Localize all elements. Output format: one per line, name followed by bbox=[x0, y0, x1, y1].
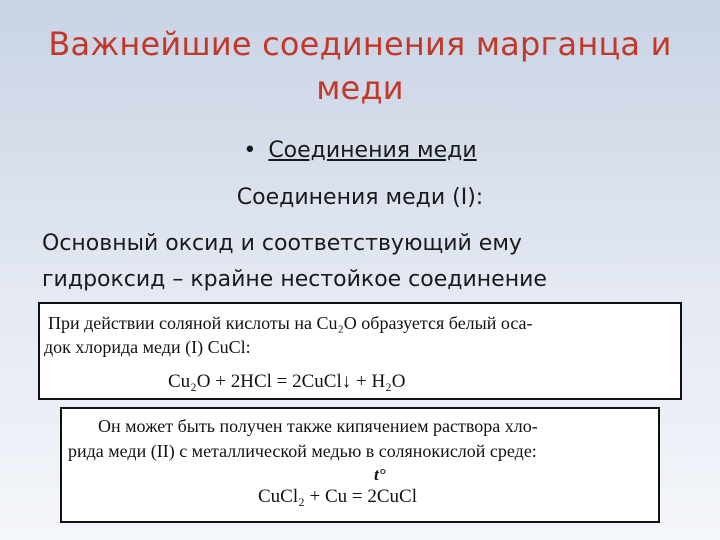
body-paragraph bbox=[42, 226, 702, 298]
subheading: Соединения меди (I): bbox=[236, 185, 484, 210]
excerpt-2-line-2: рида меди (II) с металлической медью в солянокислой среде: bbox=[68, 441, 537, 461]
body-line-2: гидроксид – крайне нестойкое соединение bbox=[42, 267, 547, 292]
title-line-1: Важнейшие соединения марганца и bbox=[48, 25, 672, 63]
title-line-2: меди bbox=[316, 69, 404, 107]
body-line-1: Основный оксид и соответствующий ему bbox=[42, 231, 522, 256]
reaction-equation-2: CuCl₂ + Cu = 2CuCl bbox=[258, 486, 417, 507]
bullet-item bbox=[0, 134, 720, 168]
textbook-excerpt-2 bbox=[60, 407, 660, 523]
textbook-excerpt-1 bbox=[38, 302, 682, 400]
bullet-dot-icon: • bbox=[243, 138, 257, 163]
excerpt-1-line-1: При действии соляной кислоты на Cu₂O образуется белый оса- bbox=[48, 313, 533, 333]
excerpt-1-line-2: док хлорида меди (I) CuCl: bbox=[44, 337, 251, 357]
reaction-equation-1: Cu₂O + 2HCl = 2CuCl↓ + H₂O bbox=[168, 371, 406, 392]
excerpt-2-line-1: Он может быть получен также кипячением раствора хло- bbox=[98, 416, 538, 436]
slide-title bbox=[20, 22, 700, 110]
reaction-condition: t° bbox=[374, 465, 386, 484]
bullet-text: Соединения меди bbox=[268, 138, 477, 163]
